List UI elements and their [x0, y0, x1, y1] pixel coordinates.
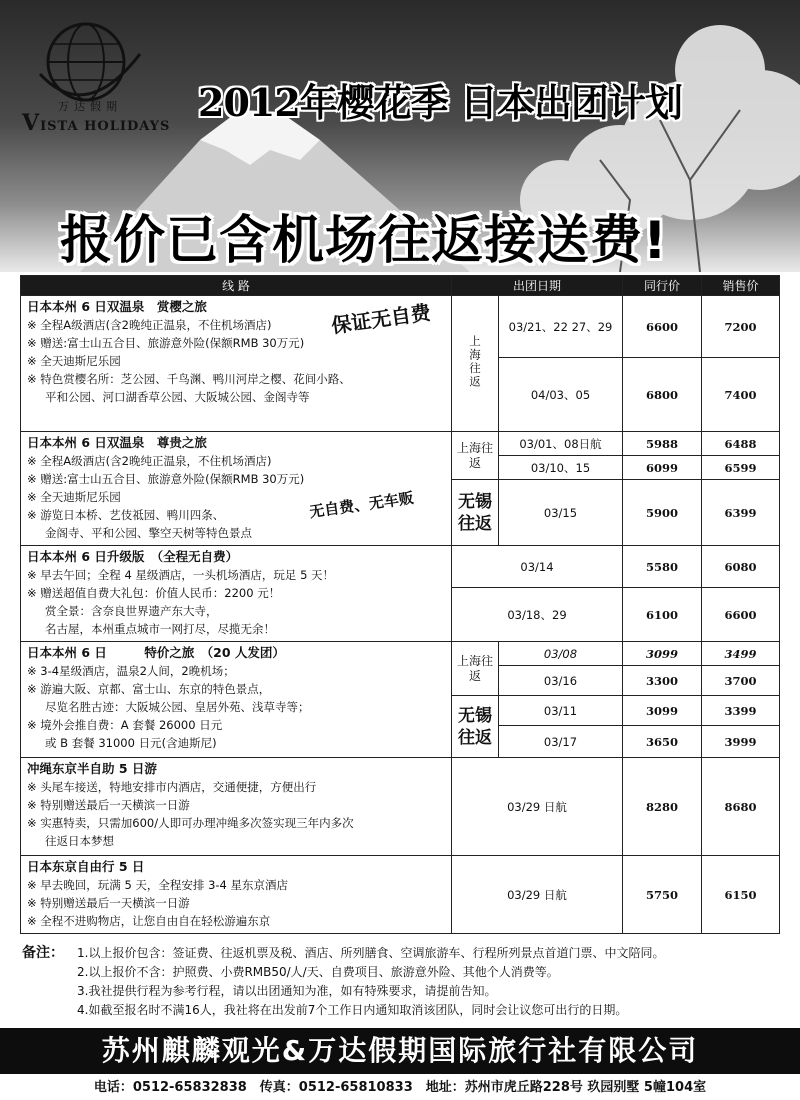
route-feature: ※ 游遍大阪、京都、富士山、东京的特色景点，	[27, 682, 271, 696]
route-feature: 金阁寺、平和公园、擎空天树等特色景点	[45, 526, 252, 540]
trade-price: 6099	[623, 456, 702, 480]
route-feature: ※ 3-4星级酒店，温泉2人间，2晚机场；	[27, 664, 235, 678]
route-description	[21, 642, 452, 758]
note-item: 1.以上报价包含：签证费、往返机票及税、酒店、所列膳食、空调旅游车、行程所列景点首道门票、中文陪同。	[77, 946, 665, 960]
note-item: 4.如截至报名时不满16人，我社将在出发前7个工作日内通知取消该团队，同时会让议您可出行的日期。	[77, 1003, 628, 1017]
route-feature: ※ 特别赠送最后一天横滨一日游	[27, 896, 190, 910]
table-row	[21, 432, 780, 456]
company-name-bar: 苏州麒麟观光&万达假期国际旅行社有限公司	[0, 1028, 800, 1074]
route-feature: ※ 全程A级酒店(含2晚纯正温泉，不住机场酒店)	[27, 318, 272, 332]
route-description	[21, 758, 452, 856]
price-table	[20, 275, 780, 934]
route-feature: ※ 赠送超值自费大礼包：价值人民币：2200 元！	[27, 586, 281, 600]
route-feature: ※ 赠送:富士山五合目、旅游意外险(保额RMB 30万元)	[27, 336, 305, 350]
column-header-date: 出团日期	[452, 276, 623, 296]
departure-date: 03/11	[499, 696, 623, 726]
trade-price: 3300	[623, 666, 702, 696]
retail-price: 8680	[702, 758, 780, 856]
route-description	[21, 432, 452, 546]
trade-price: 6600	[623, 296, 702, 358]
route-feature: ※ 特别赠送最后一天横滨一日游	[27, 798, 190, 812]
departure-date: 03/29 日航	[452, 758, 623, 856]
departure-city-label: 上海往返	[468, 334, 482, 389]
departure-date: 03/08	[499, 642, 623, 666]
route-description	[21, 296, 452, 432]
trade-price: 3099	[623, 642, 702, 666]
retail-price: 6599	[702, 456, 780, 480]
table-row	[21, 296, 780, 358]
column-header-trade-price: 同行价	[623, 276, 702, 296]
route-title: 日本本州 6 日双温泉 尊贵之旅	[27, 435, 207, 450]
departure-date: 03/18、29	[452, 588, 623, 642]
departure-city-label: 上海往返	[457, 440, 494, 470]
route-title: 日本本州 6 日升级版 （全程无自费）	[27, 549, 239, 564]
retail-price: 6600	[702, 588, 780, 642]
departure-date: 03/14	[452, 546, 623, 588]
route-description	[21, 856, 452, 934]
retail-price: 3700	[702, 666, 780, 696]
trade-price: 3099	[623, 696, 702, 726]
table-row	[21, 546, 780, 588]
retail-price: 3499	[702, 642, 780, 666]
departure-city	[452, 480, 499, 546]
trade-price: 5580	[623, 546, 702, 588]
logo-english-name	[22, 110, 170, 136]
retail-price: 6150	[702, 856, 780, 934]
route-feature: ※ 游览日本桥、艺伎祗园、鸭川四条、	[27, 508, 225, 522]
trade-price: 5988	[623, 432, 702, 456]
route-title: 日本本州 6 日双温泉 赏樱之旅	[27, 299, 207, 314]
departure-date: 03/29 日航	[452, 856, 623, 934]
route-feature: ※ 早去午回；全程 4 星级酒店，一头机场酒店，玩足 5 天！	[27, 568, 335, 582]
departure-city	[452, 296, 499, 432]
trade-price: 5750	[623, 856, 702, 934]
departure-city-label: 无锡往返	[458, 705, 492, 748]
route-feature: ※ 全天迪斯尼乐园	[27, 354, 121, 368]
logo-v-letter: V	[22, 110, 41, 136]
departure-city-label: 上海往返	[457, 653, 494, 683]
departure-city	[452, 642, 499, 696]
column-header-route: 线 路	[21, 276, 452, 296]
route-feature: ※ 实惠特卖，只需加600/人即可办理冲绳多次签实现三年内多次	[27, 816, 354, 830]
banner-title: 2012年樱花季 日本出团计划	[198, 80, 682, 125]
banner-subtitle: 报价已含机场往返接送费!	[60, 211, 668, 271]
column-header-retail-price: 销售价	[702, 276, 780, 296]
departure-city	[452, 696, 499, 758]
route-feature: ※ 头尾车接送，特地安排市内酒店，交通便捷，方便出行	[27, 780, 317, 794]
retail-price: 7400	[702, 358, 780, 432]
retail-price: 3999	[702, 726, 780, 758]
departure-date: 03/15	[499, 480, 623, 546]
route-title: 日本东京自由行 5 日	[27, 859, 145, 874]
route-feature: ※ 全程A级酒店(含2晚纯正温泉，不住机场酒店)	[27, 454, 272, 468]
trade-price: 8280	[623, 758, 702, 856]
route-feature: 名古屋，本州重点城市一网打尽，尽揽无余！	[45, 622, 275, 636]
route-title: 日本本州 6 日 特价之旅 （20 人发团）	[27, 645, 285, 660]
departure-date: 03/21、22 27、29	[499, 296, 623, 358]
retail-price: 7200	[702, 296, 780, 358]
route-feature: 或 B 套餐 31000 日元(含迪斯尼)	[45, 736, 217, 750]
logo-english-rest: ISTA HOLIDAYS	[40, 119, 171, 134]
route-title: 冲绳东京半自助 5 日游	[27, 761, 157, 776]
route-description	[21, 546, 452, 642]
trade-price: 6800	[623, 358, 702, 432]
retail-price: 6399	[702, 480, 780, 546]
header-banner	[0, 0, 800, 272]
departure-date: 03/10、15	[499, 456, 623, 480]
trade-price: 5900	[623, 480, 702, 546]
table-row	[21, 856, 780, 934]
note-item: 3.我社提供行程为参考行程，请以出团通知为准，如有特殊要求，请提前告知。	[77, 984, 497, 998]
route-feature: 赏全景：含奈良世界遗产东大寺，	[45, 604, 218, 618]
company-contact-info: 电话：0512-65832838 传真：0512-65810833 地址：苏州市虎丘路228号 玖园别墅 5幢104室	[93, 1080, 707, 1095]
notes-label: 备注：	[22, 945, 64, 961]
note-item: 2.以上报价不含：护照费、小费RMB50/人/天、自费项目、旅游意外险、其他个人消费等。	[77, 965, 559, 979]
departure-date: 03/01、08日航	[499, 432, 623, 456]
route-feature: ※ 全程不进购物店，让您自由自在轻松游遍东京	[27, 914, 271, 928]
table-row	[21, 758, 780, 856]
route-feature: ※ 特色赏樱名所：芝公园、千鸟渊、鸭川河岸之樱、花间小路、	[27, 372, 351, 386]
retail-price: 6488	[702, 432, 780, 456]
route-feature: 往返日本梦想	[45, 834, 114, 848]
stamp-no-extra-fees-no-shopping: 无自费、无车贩	[308, 488, 415, 522]
departure-city	[452, 432, 499, 480]
trade-price: 6100	[623, 588, 702, 642]
departure-date: 04/03、05	[499, 358, 623, 432]
route-feature: ※ 全天迪斯尼乐园	[27, 490, 121, 504]
departure-date: 03/16	[499, 666, 623, 696]
table-row	[21, 642, 780, 666]
table-header-row	[21, 276, 780, 296]
route-feature: ※ 赠送:富士山五合目、旅游意外险(保额RMB 30万元)	[27, 472, 305, 486]
route-feature: ※ 早去晚回，玩满 5 天，全程安排 3-4 星东京酒店	[27, 878, 289, 892]
route-feature: 平和公园、河口湖香草公园、大阪城公园、金阁寺等	[45, 390, 310, 404]
route-feature: 尽览名胜古迹：大阪城公园、皇居外苑、浅草寺等；	[45, 700, 310, 714]
notes-list	[77, 944, 664, 1020]
retail-price: 3399	[702, 696, 780, 726]
departure-city-label: 无锡往返	[458, 491, 492, 534]
logo-chinese-name: 万达假期	[58, 100, 122, 113]
trade-price: 3650	[623, 726, 702, 758]
departure-date: 03/17	[499, 726, 623, 758]
stamp-no-extra-fees: 保证无自费	[329, 300, 433, 338]
retail-price: 6080	[702, 546, 780, 588]
route-feature: ※ 境外会推自费：A 套餐 26000 日元	[27, 718, 223, 732]
